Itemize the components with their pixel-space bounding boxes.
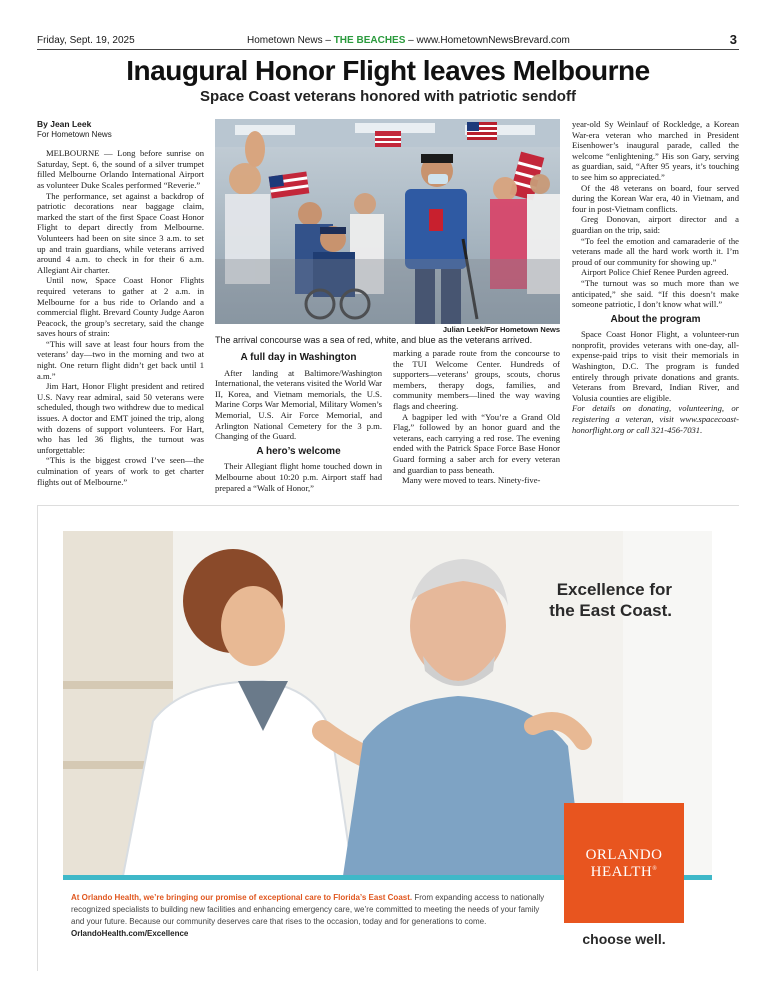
article-photo [215, 119, 560, 324]
paragraph: year-old Sy Weinlauf of Rockledge, a Korean War-era veteran who marched in President Eisenhower’s inaugural parade, called the welcome “enlightening.” His son Gary, serving as guardian, said, “After 95 years, it’s touching to see him so appreciated.” [572, 119, 739, 182]
paper-name: Hometown News – [247, 35, 334, 46]
ad-tagline-line2: the East Coast. [549, 601, 672, 620]
paragraph: Of the 48 veterans on board, four served during the Korean War era, 40 in Vietnam, and four in post-Vietnam conflicts. [572, 182, 739, 214]
section-name: THE BEACHES [333, 35, 406, 46]
article-headline: Inaugural Honor Flight leaves Melbourne [126, 55, 650, 86]
program-contact: For details on donating, volunteering, or registering a veteran, visit www.spacecoast-honorflight.org or call 321-456-7031. [572, 403, 739, 435]
ad-url-link[interactable]: OrlandoHealth.com/Excellence [71, 929, 189, 938]
paragraph: Greg Donovan, airport director and a guardian on the trip, said: [572, 214, 739, 235]
paragraph: MELBOURNE — Long before sunrise on Saturday, Sept. 6, the sound of a silver trumpet filled Melbourne Orlando International Airport as volunteer Duke Scales performed “Reverie.” [37, 148, 204, 190]
ad-copy [71, 892, 551, 940]
logo-line2: HEALTH® [590, 864, 658, 880]
section-heading: A full day in Washington [240, 352, 357, 363]
paragraph: Many were moved to tears. Ninety-five- [402, 475, 541, 486]
article-column-2 [215, 348, 382, 493]
paper-website: – www.HometownNewsBrevard.com [405, 35, 570, 46]
paragraph: “This will save at least four hours from the veterans’ day—two in the morning and two at night. One return flight didn’t get back until 1 a.m.” [37, 338, 204, 381]
paragraph: Their Allegiant flight home touched down in Melbourne about 10:20 p.m. Airport staff had prepared a “Walk of Honor,” [215, 461, 382, 493]
page-header [37, 32, 739, 50]
registered-mark: ® [652, 866, 658, 872]
paragraph: Until now, Space Coast Honor Flights required veterans to gather at 2 a.m. in Melbourne for a bus ride to Orlando and a commercial flight. Brevard County Judge Aaron Peacock, the group’s secretary, said the change saves hours of strain: [37, 275, 204, 339]
byline-affiliation: For Hometown News [37, 129, 112, 139]
paper-masthead-line [247, 35, 570, 46]
ad-copy-body: From expanding access to nationally recognized specialists to building new facilities and enhancing emergency care, we’re committed to meeting the needs of your family and your future. Because our community deserves care that rises to the occasion, today and for generations to come. [71, 893, 545, 926]
photo-caption: The arrival concourse was a sea of red, white, and blue as the veterans arrived. [215, 335, 533, 345]
page-number: 3 [729, 32, 737, 47]
paragraph: A bagpiper led with “You’re a Grand Old Flag,” followed by an honor guard and the veterans, each carrying a red rose. The evening ended with the Patrick Space Force Base Honor Guard forming a saber arch for every veteran and guardian to pass beneath. [393, 411, 560, 475]
orlando-health-ad[interactable] [63, 531, 712, 962]
paragraph: “To feel the emotion and camaraderie of the veterans made all the hard work worth it. I’m proud of our community for showing up.” [572, 235, 739, 267]
issue-date: Friday, Sept. 19, 2025 [37, 35, 135, 46]
paragraph: After landing at Baltimore/Washington International, the veterans visited the World War II, Korea, and Vietnam memorials, the U.S. Marine Corps War Memorial, Military Women’s Memorial, U.S. Air Force Memorial, and Arlington National Cemetery for the 3 p.m. Changing of the Guard. [215, 367, 382, 442]
article-column-4 [572, 119, 739, 435]
paragraph: The performance, set against a backdrop of patriotic decorations near baggage claim, marked the start of the first Space Coast Honor Flight to depart directly from Melbourne. Volunteers had been on site since 3 a.m. to set up and train guardians, while veterans arrived around 4 a.m. to check in for their 6 a.m. Allegiant Air charter. [37, 190, 204, 275]
orlando-health-logo [564, 803, 684, 923]
section-heading: A hero’s welcome [256, 445, 341, 457]
paragraph: marking a parade route from the concourse to the TUI Welcome Center. Hundreds of supporters—veterans’ groups, scouts, chorus members, therapy dogs, families, and community members—lined the way waving flags and cheering. [393, 348, 560, 411]
paragraph: Airport Police Chief Renee Purden agreed. [581, 267, 729, 278]
ad-tagline-line1: Excellence for [556, 580, 672, 599]
paragraph: “The turnout was so much more than we anticipated,” she said. “If this doesn’t make someone patriotic, I don’t know what will.” [572, 277, 739, 310]
logo-line1: ORLANDO [585, 847, 663, 863]
photo-credit: Julian Leek/For Hometown News [442, 325, 560, 334]
article-subhead: Space Coast veterans honored with patriotic sendoff [200, 88, 576, 105]
paragraph: “This is the biggest crowd I’ve seen—the culmination of years of work to get charter flights out of Melbourne.” [37, 455, 204, 487]
ad-copy-lead: At Orlando Health, we’re bringing our promise of exceptional care to Florida’s East Coast. [71, 893, 413, 902]
ad-tagline [549, 579, 672, 621]
article-column-1 [37, 119, 204, 487]
paragraph: Space Coast Honor Flight, a volunteer-run nonprofit, provides veterans with one-day, all-expense-paid trips to visit their memorials in Washington, D.C. The program is funded entirely through private donations and grants. Veterans from Brevard, Indian River, and Volusia counties are eligible. [572, 329, 739, 403]
paragraph: Jim Hart, Honor Flight president and retired U.S. Navy rear admiral, said 50 veterans were scheduled, though two withdrew due to medical issues. A doctor and EMT joined the trip, along with dozens of support volunteers. For Hart, who has led 36 flights, the turnout was unforgettable: [37, 381, 204, 455]
veterans-arrival-photo [215, 119, 560, 324]
ad-slogan: choose well. [582, 931, 666, 947]
byline: By Jean Leek [37, 119, 92, 129]
article-column-3 [393, 348, 560, 486]
section-heading: About the program [610, 313, 701, 325]
